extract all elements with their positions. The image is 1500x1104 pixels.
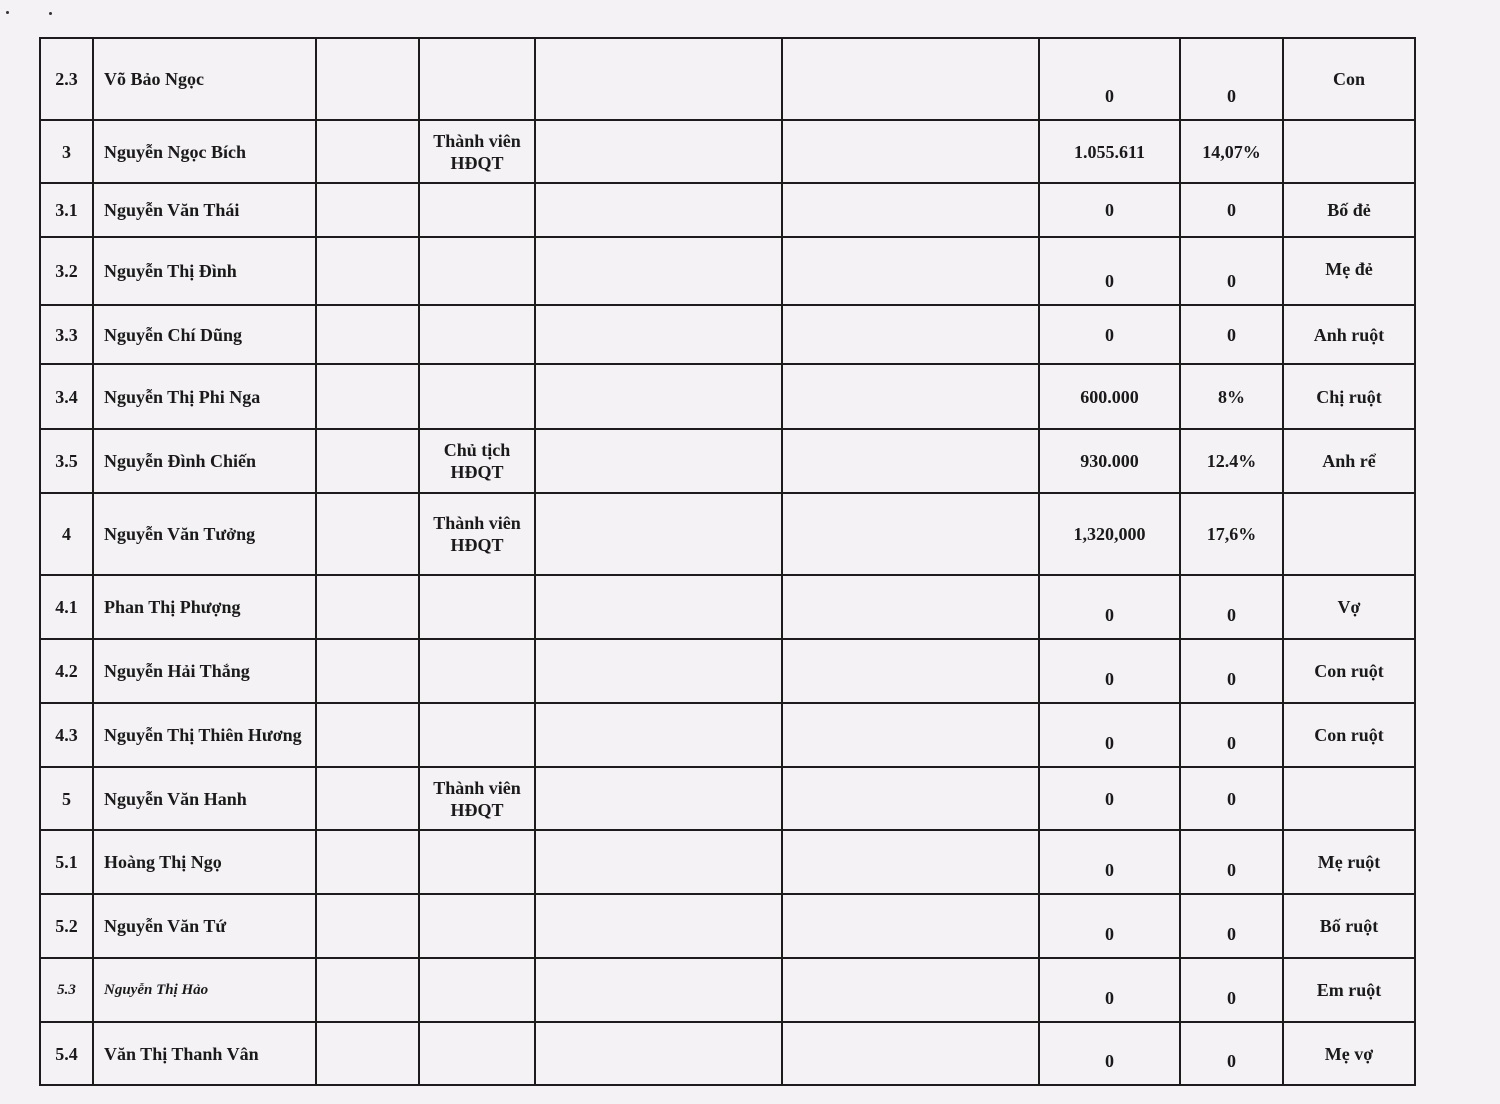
position-cell <box>419 639 535 703</box>
shares-cell: 0 <box>1039 703 1180 767</box>
empty-cell <box>782 1022 1039 1085</box>
empty-cell <box>535 120 782 183</box>
empty-cell <box>316 493 419 575</box>
ratio-cell: 0 <box>1180 305 1283 364</box>
table-row <box>40 958 1415 1022</box>
empty-cell <box>782 364 1039 429</box>
table-row <box>40 237 1415 305</box>
shares-cell: 0 <box>1039 830 1180 894</box>
relation-cell: Mẹ vợ <box>1283 1022 1415 1085</box>
ratio-cell: 8% <box>1180 364 1283 429</box>
row-index: 3.1 <box>40 183 93 237</box>
ratio-cell: 0 <box>1180 958 1283 1022</box>
empty-cell <box>316 38 419 120</box>
position-cell: Chủ tịch HĐQT <box>419 429 535 493</box>
empty-cell <box>316 305 419 364</box>
relation-cell: Vợ <box>1283 575 1415 639</box>
ratio-cell: 0 <box>1180 38 1283 120</box>
shares-cell: 930.000 <box>1039 429 1180 493</box>
shares-cell: 1,320,000 <box>1039 493 1180 575</box>
position-cell: Thành viên HĐQT <box>419 767 535 830</box>
row-index: 4.2 <box>40 639 93 703</box>
relation-cell: Con ruột <box>1283 639 1415 703</box>
ratio-cell: 0 <box>1180 1022 1283 1085</box>
relation-cell: Con ruột <box>1283 703 1415 767</box>
shares-cell: 0 <box>1039 237 1180 305</box>
person-name: Nguyễn Ngọc Bích <box>93 120 316 183</box>
row-index: 3.4 <box>40 364 93 429</box>
person-name: Võ Bảo Ngọc <box>93 38 316 120</box>
empty-cell <box>316 429 419 493</box>
shares-cell: 0 <box>1039 1022 1180 1085</box>
shares-cell: 0 <box>1039 639 1180 703</box>
empty-cell <box>535 305 782 364</box>
relation-cell: Bố ruột <box>1283 894 1415 958</box>
table-row <box>40 120 1415 183</box>
position-cell <box>419 958 535 1022</box>
person-name: Nguyễn Hải Thắng <box>93 639 316 703</box>
empty-cell <box>316 958 419 1022</box>
row-index: 5 <box>40 767 93 830</box>
row-index: 3 <box>40 120 93 183</box>
ratio-cell: 0 <box>1180 639 1283 703</box>
person-name: Nguyễn Đình Chiến <box>93 429 316 493</box>
position-cell <box>419 894 535 958</box>
empty-cell <box>782 237 1039 305</box>
position-cell <box>419 237 535 305</box>
empty-cell <box>535 703 782 767</box>
relation-cell: Em ruột <box>1283 958 1415 1022</box>
relation-cell: Mẹ đẻ <box>1283 237 1415 305</box>
person-name: Nguyễn Chí Dũng <box>93 305 316 364</box>
table-row <box>40 493 1415 575</box>
empty-cell <box>782 894 1039 958</box>
empty-cell <box>782 575 1039 639</box>
row-index: 5.2 <box>40 894 93 958</box>
position-cell <box>419 830 535 894</box>
empty-cell <box>535 830 782 894</box>
empty-cell <box>782 830 1039 894</box>
table-row <box>40 767 1415 830</box>
position-cell <box>419 183 535 237</box>
empty-cell <box>782 703 1039 767</box>
row-index: 2.3 <box>40 38 93 120</box>
person-name: Nguyễn Thị Phi Nga <box>93 364 316 429</box>
empty-cell <box>316 237 419 305</box>
empty-cell <box>316 703 419 767</box>
empty-cell <box>316 183 419 237</box>
row-index: 4 <box>40 493 93 575</box>
shares-cell: 0 <box>1039 38 1180 120</box>
ratio-cell: 14,07% <box>1180 120 1283 183</box>
row-index: 3.5 <box>40 429 93 493</box>
empty-cell <box>316 364 419 429</box>
table-row <box>40 1022 1415 1085</box>
row-index: 5.4 <box>40 1022 93 1085</box>
relation-cell <box>1283 120 1415 183</box>
row-index: 3.2 <box>40 237 93 305</box>
ratio-cell: 0 <box>1180 703 1283 767</box>
empty-cell <box>782 639 1039 703</box>
row-index: 5.3 <box>40 958 93 1022</box>
table-row <box>40 305 1415 364</box>
position-cell <box>419 575 535 639</box>
empty-cell <box>535 639 782 703</box>
table-row <box>40 703 1415 767</box>
empty-cell <box>535 894 782 958</box>
table-row <box>40 38 1415 120</box>
table-row <box>40 639 1415 703</box>
empty-cell <box>316 639 419 703</box>
shares-cell: 0 <box>1039 575 1180 639</box>
ratio-cell: 0 <box>1180 183 1283 237</box>
row-index: 3.3 <box>40 305 93 364</box>
empty-cell <box>316 830 419 894</box>
position-cell <box>419 364 535 429</box>
empty-cell <box>316 894 419 958</box>
shares-cell: 600.000 <box>1039 364 1180 429</box>
row-index: 4.1 <box>40 575 93 639</box>
relation-cell: Anh ruột <box>1283 305 1415 364</box>
relation-cell: Bố đẻ <box>1283 183 1415 237</box>
person-name: Hoàng Thị Ngọ <box>93 830 316 894</box>
ratio-cell: 0 <box>1180 894 1283 958</box>
person-name: Nguyễn Thị Đình <box>93 237 316 305</box>
table-row <box>40 364 1415 429</box>
position-cell <box>419 703 535 767</box>
empty-cell <box>782 958 1039 1022</box>
relation-cell: Con <box>1283 38 1415 120</box>
person-name: Văn Thị Thanh Vân <box>93 1022 316 1085</box>
empty-cell <box>782 767 1039 830</box>
shares-cell: 0 <box>1039 894 1180 958</box>
person-name: Nguyễn Thị Thiên Hương <box>93 703 316 767</box>
ratio-cell: 12.4% <box>1180 429 1283 493</box>
shares-cell: 0 <box>1039 767 1180 830</box>
ratio-cell: 17,6% <box>1180 493 1283 575</box>
person-name: Nguyễn Văn Hanh <box>93 767 316 830</box>
empty-cell <box>535 429 782 493</box>
shareholder-relations-table <box>39 37 1416 1086</box>
ratio-cell: 0 <box>1180 767 1283 830</box>
empty-cell <box>316 120 419 183</box>
shares-cell: 1.055.611 <box>1039 120 1180 183</box>
empty-cell <box>535 364 782 429</box>
relation-cell <box>1283 767 1415 830</box>
empty-cell <box>535 958 782 1022</box>
empty-cell <box>535 493 782 575</box>
empty-cell <box>782 493 1039 575</box>
person-name: Nguyễn Thị Hảo <box>93 958 316 1022</box>
shares-cell: 0 <box>1039 958 1180 1022</box>
empty-cell <box>782 120 1039 183</box>
empty-cell <box>535 575 782 639</box>
row-index: 4.3 <box>40 703 93 767</box>
relation-cell <box>1283 493 1415 575</box>
shares-cell: 0 <box>1039 305 1180 364</box>
position-cell: Thành viên HĐQT <box>419 493 535 575</box>
relation-cell: Mẹ ruột <box>1283 830 1415 894</box>
table-row <box>40 830 1415 894</box>
ratio-cell: 0 <box>1180 237 1283 305</box>
empty-cell <box>316 767 419 830</box>
empty-cell <box>535 38 782 120</box>
table-row <box>40 575 1415 639</box>
person-name: Phan Thị Phượng <box>93 575 316 639</box>
row-index: 5.1 <box>40 830 93 894</box>
empty-cell <box>782 183 1039 237</box>
ratio-cell: 0 <box>1180 575 1283 639</box>
shares-cell: 0 <box>1039 183 1180 237</box>
empty-cell <box>535 767 782 830</box>
empty-cell <box>535 237 782 305</box>
empty-cell <box>535 183 782 237</box>
person-name: Nguyễn Văn Tứ <box>93 894 316 958</box>
empty-cell <box>535 1022 782 1085</box>
position-cell <box>419 38 535 120</box>
table-row <box>40 894 1415 958</box>
table-row <box>40 429 1415 493</box>
scan-speck <box>6 11 9 14</box>
scan-speck <box>49 12 52 15</box>
empty-cell <box>782 38 1039 120</box>
position-cell: Thành viên HĐQT <box>419 120 535 183</box>
empty-cell <box>782 429 1039 493</box>
empty-cell <box>316 575 419 639</box>
empty-cell <box>316 1022 419 1085</box>
person-name: Nguyễn Văn Tưởng <box>93 493 316 575</box>
empty-cell <box>782 305 1039 364</box>
relation-cell: Anh rể <box>1283 429 1415 493</box>
table-row <box>40 183 1415 237</box>
ratio-cell: 0 <box>1180 830 1283 894</box>
position-cell <box>419 1022 535 1085</box>
relation-cell: Chị ruột <box>1283 364 1415 429</box>
person-name: Nguyễn Văn Thái <box>93 183 316 237</box>
position-cell <box>419 305 535 364</box>
